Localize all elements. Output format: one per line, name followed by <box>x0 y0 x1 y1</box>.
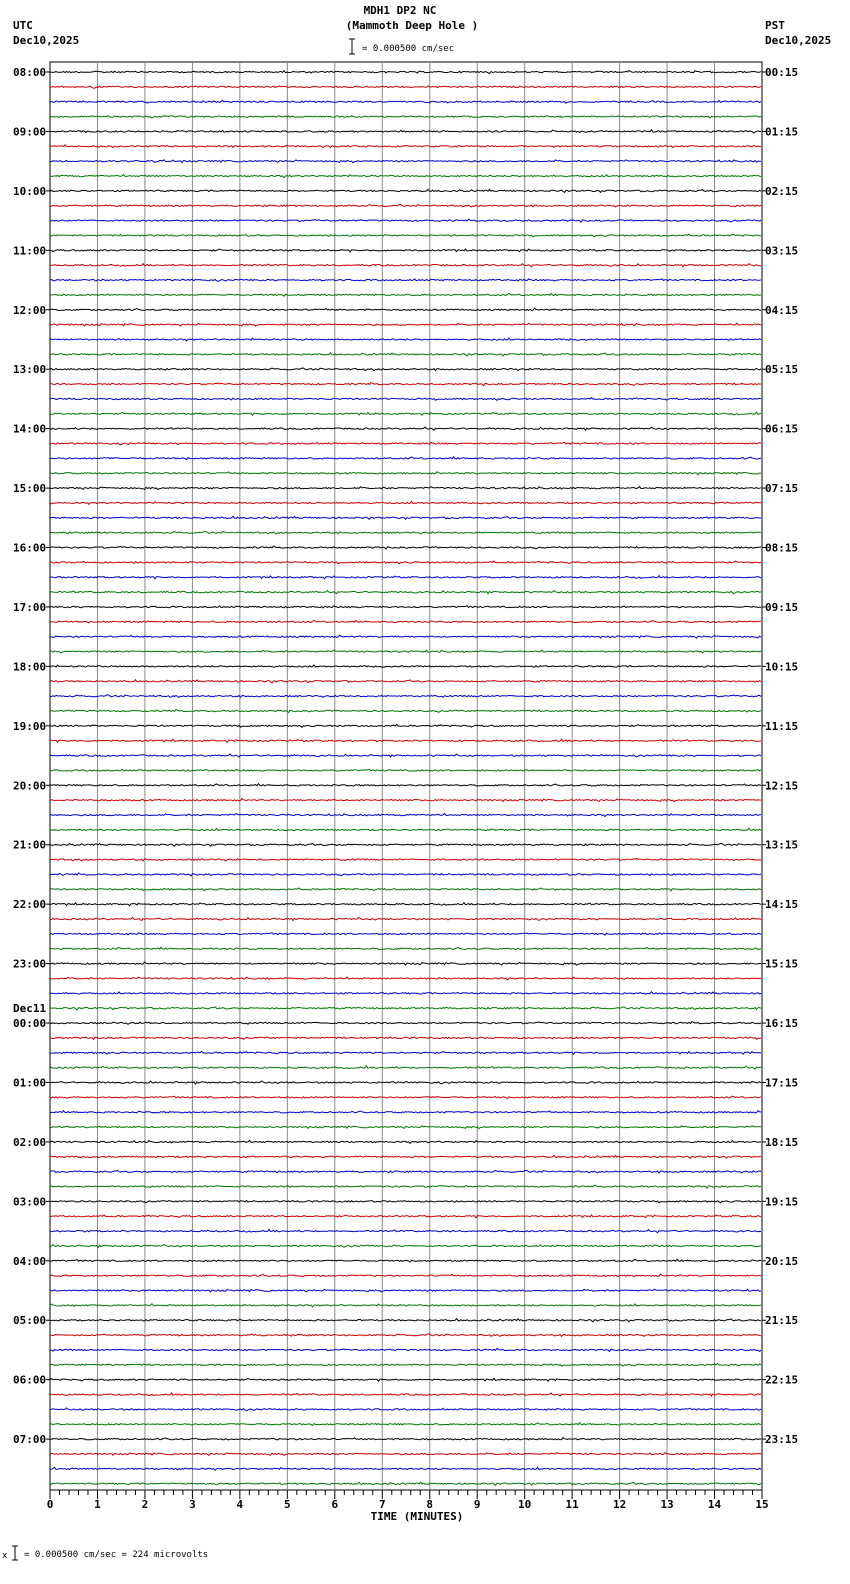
x-tick-label: 1 <box>94 1498 101 1511</box>
trace-line <box>50 1244 761 1247</box>
trace-line <box>50 442 761 445</box>
scale-bar-icon <box>349 39 355 54</box>
left-hour-label: 18:00 <box>13 660 47 674</box>
left-hour-label: 15:00 <box>13 482 47 496</box>
trace-line <box>50 1364 761 1367</box>
trace-line <box>50 130 761 133</box>
trace-line <box>50 962 761 965</box>
trace-line <box>50 947 761 949</box>
date-change-label: Dec11 <box>13 1002 47 1016</box>
trace-line <box>50 665 761 667</box>
left-hour-label: 10:00 <box>13 184 47 198</box>
left-hour-label: 07:00 <box>13 1433 47 1447</box>
trace-line <box>50 710 761 713</box>
trace-line <box>50 175 761 178</box>
trace-line <box>50 650 761 653</box>
right-hour-label: 00:15 <box>765 66 799 79</box>
left-hour-label: 09:00 <box>13 125 47 139</box>
x-tick-label: 5 <box>284 1498 291 1511</box>
x-tick-label: 15 <box>755 1498 769 1511</box>
left-hour-label: 19:00 <box>13 719 47 733</box>
trace-line <box>50 933 761 935</box>
right-hour-label: 17:15 <box>765 1076 799 1090</box>
trace-line <box>50 888 761 891</box>
trace-line <box>50 412 761 415</box>
trace-line <box>50 353 761 356</box>
trace-line <box>50 383 761 386</box>
right-hour-label: 20:15 <box>765 1254 799 1268</box>
trace-line <box>50 323 761 326</box>
right-hour-label: 06:15 <box>765 422 799 436</box>
x-tick-label: 10 <box>518 1498 532 1511</box>
right-hour-label: 22:15 <box>765 1373 799 1387</box>
x-tick-label: 14 <box>707 1498 722 1511</box>
trace-line <box>50 86 761 88</box>
trace-line <box>50 814 761 817</box>
trace-line <box>50 561 761 564</box>
trace-line <box>50 338 761 341</box>
x-tick-label: 3 <box>189 1498 196 1511</box>
right-hour-label: 16:15 <box>765 1017 799 1031</box>
right-hour-label: 02:15 <box>765 184 799 198</box>
station-code: MDH1 DP2 NC <box>363 4 437 17</box>
right-hour-label: 05:15 <box>765 363 799 377</box>
trace-line <box>50 70 761 73</box>
trace-line <box>50 1185 761 1188</box>
trace-line <box>50 1408 761 1411</box>
right-hour-label: 15:15 <box>765 957 799 971</box>
trace-line <box>50 1066 761 1069</box>
left-hour-label: 00:00 <box>13 1017 47 1031</box>
x-tick-label: 13 <box>660 1498 674 1511</box>
trace-line <box>50 1200 761 1202</box>
x-tick-label: 2 <box>141 1498 149 1511</box>
trace-line <box>50 1378 761 1381</box>
trace-line <box>50 695 761 698</box>
left-hour-label: 12:00 <box>13 303 47 317</box>
left-hour-label: 01:00 <box>13 1076 47 1090</box>
trace-line <box>50 427 761 430</box>
x-tick-label: 4 <box>236 1498 244 1511</box>
right-hour-label: 01:15 <box>765 125 799 139</box>
right-hour-label: 10:15 <box>765 660 799 674</box>
right-hour-label: 12:15 <box>765 779 799 793</box>
right-timezone: PST <box>765 19 785 32</box>
trace-line <box>50 1140 761 1143</box>
trace-line <box>50 1126 761 1129</box>
trace-line <box>50 249 761 252</box>
scale-label: = 0.000500 cm/sec <box>362 44 455 54</box>
right-hour-label: 23:15 <box>765 1433 799 1447</box>
trace-line <box>50 1482 761 1485</box>
trace-line <box>50 680 761 683</box>
trace-line <box>50 1230 761 1233</box>
right-hour-label: 14:15 <box>765 898 799 912</box>
left-hour-label: 06:00 <box>13 1373 47 1387</box>
trace-line <box>50 116 761 118</box>
trace-line <box>50 145 761 148</box>
left-hour-label: 03:00 <box>13 1195 47 1209</box>
trace-line <box>50 264 761 267</box>
x-tick-label: 7 <box>378 1498 386 1511</box>
trace-line <box>50 725 761 728</box>
x-tick-label: 9 <box>473 1498 481 1511</box>
trace-line <box>50 546 761 549</box>
trace-line <box>50 1215 761 1218</box>
trace-line <box>50 1438 761 1440</box>
left-hour-label: 20:00 <box>13 779 47 793</box>
trace-line <box>50 1304 761 1307</box>
trace-line <box>50 487 761 490</box>
left-date: Dec10,2025 <box>13 34 80 47</box>
trace-line <box>50 1453 761 1456</box>
right-hour-label: 03:15 <box>765 244 799 258</box>
trace-line <box>50 1423 761 1426</box>
right-hour-label: 07:15 <box>765 482 799 496</box>
trace-line <box>50 205 761 208</box>
x-tick-label: 0 <box>46 1498 54 1511</box>
right-hour-label: 19:15 <box>765 1195 799 1209</box>
trace-line <box>50 234 761 237</box>
left-hour-label: 13:00 <box>13 363 47 377</box>
trace-line <box>50 1259 761 1262</box>
right-date: Dec10,2025 <box>765 34 832 47</box>
trace-line <box>50 368 761 371</box>
trace-line <box>50 1081 761 1084</box>
trace-line <box>50 1007 761 1010</box>
trace-line <box>50 635 761 638</box>
right-hour-label: 09:15 <box>765 600 799 614</box>
trace-line <box>50 606 761 608</box>
left-hour-label: 08:00 <box>13 66 47 79</box>
trace-line <box>50 739 761 742</box>
trace-line <box>50 219 761 222</box>
trace-line <box>50 784 761 786</box>
trace-line <box>50 903 761 906</box>
right-hour-label: 21:15 <box>765 1314 799 1328</box>
trace-line <box>50 1467 761 1470</box>
trace-line <box>50 1155 761 1158</box>
trace-line <box>50 1022 761 1025</box>
station-name: (Mammoth Deep Hole ) <box>345 19 479 32</box>
left-hour-label: 05:00 <box>13 1314 47 1328</box>
trace-line <box>50 1289 761 1292</box>
footer-scale-label: = 0.000500 cm/sec = 224 microvolts <box>24 1550 209 1560</box>
left-hour-label: 02:00 <box>13 1135 47 1149</box>
x-tick-label: 12 <box>612 1498 627 1511</box>
left-hour-label: 11:00 <box>13 244 47 258</box>
trace-line <box>50 100 761 103</box>
right-hour-label: 18:15 <box>765 1135 799 1149</box>
trace-line <box>50 457 761 460</box>
left-hour-label: 14:00 <box>13 422 47 436</box>
x-tick-label: 11 <box>565 1498 579 1511</box>
trace-line <box>50 279 761 282</box>
trace-line <box>50 308 761 310</box>
left-hour-label: 04:00 <box>13 1254 47 1268</box>
right-hour-label: 13:15 <box>765 838 799 852</box>
trace-line <box>50 1334 761 1337</box>
x-tick-label: 6 <box>331 1498 339 1511</box>
trace-line <box>50 1319 761 1322</box>
trace-line <box>50 293 761 296</box>
trace-line <box>50 1037 761 1040</box>
trace-line <box>50 1393 761 1396</box>
left-hour-label: 17:00 <box>13 600 47 614</box>
trace-line <box>50 160 761 163</box>
right-hour-label: 11:15 <box>765 719 799 733</box>
trace-line <box>50 769 761 771</box>
trace-line <box>50 873 761 876</box>
trace-line <box>50 754 761 757</box>
trace-line <box>50 1051 761 1054</box>
trace-line <box>50 189 761 192</box>
left-hour-label: 23:00 <box>13 957 47 971</box>
trace-line <box>50 1096 761 1099</box>
trace-line <box>50 1111 761 1113</box>
footer-marker: x <box>2 1551 8 1561</box>
footer-scale-bar-icon <box>12 1546 18 1560</box>
trace-line <box>50 472 761 475</box>
left-hour-label: 21:00 <box>13 838 47 852</box>
trace-line <box>50 620 761 623</box>
trace-line <box>50 1274 761 1276</box>
left-hour-label: 16:00 <box>13 541 47 555</box>
right-hour-label: 08:15 <box>765 541 799 555</box>
trace-line <box>50 576 761 579</box>
trace-line <box>50 843 761 846</box>
trace-line <box>50 502 761 505</box>
trace-line <box>50 516 761 519</box>
x-tick-label: 8 <box>426 1498 434 1511</box>
trace-line <box>50 828 761 830</box>
trace-line <box>50 977 761 980</box>
right-hour-label: 04:15 <box>765 303 799 317</box>
trace-line <box>50 799 761 802</box>
left-hour-label: 22:00 <box>13 898 47 912</box>
trace-line <box>50 918 761 921</box>
trace-line <box>50 858 761 861</box>
trace-line <box>50 591 761 594</box>
trace-line <box>50 1348 761 1351</box>
trace-line <box>50 1170 761 1173</box>
trace-line <box>50 531 761 534</box>
x-axis-title: TIME (MINUTES) <box>370 1510 464 1523</box>
trace-line <box>50 992 761 994</box>
trace-line <box>50 398 761 401</box>
left-timezone: UTC <box>13 19 33 32</box>
